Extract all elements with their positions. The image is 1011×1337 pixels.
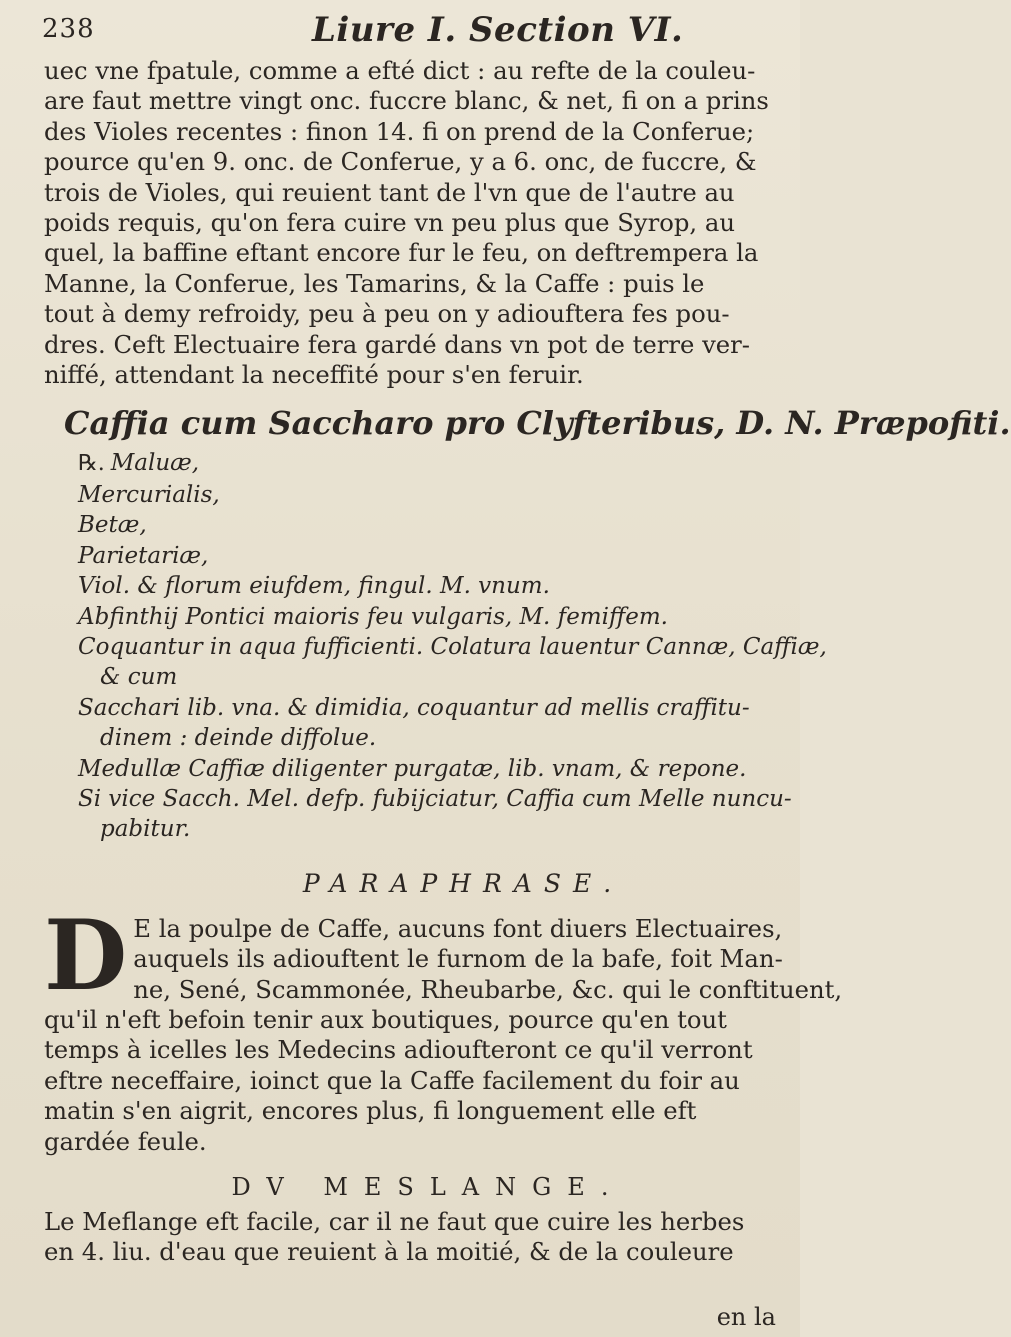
text-line: des Violes recentes : finon 14. fi on prend de la Conferue; xyxy=(44,116,755,146)
text-line: trois de Violes, qui reuient tant de l'vn que de l'autre au xyxy=(44,177,735,207)
text-line: Manne, la Conferue, les Tamarins, & la Caffe : puis le xyxy=(44,268,705,298)
text-line: gardée feule. xyxy=(44,1126,207,1156)
text-line: ne, Sené, Scammonée, Rheubarbe, &c. qui le conftituent, xyxy=(133,974,843,1004)
text-line: qu'il n'eft befoin tenir aux boutiques, pource qu'en tout xyxy=(44,1004,727,1034)
paraphrase-paragraph xyxy=(44,898,843,1157)
paraphrase-heading: PARAPHRASE. xyxy=(302,868,624,898)
recipe-line: pabitur. xyxy=(100,816,191,843)
recipe-line: Viol. & florum eiufdem, fingul. M. vnum. xyxy=(78,573,550,600)
text-line: are faut mettre vingt onc. fuccre blanc, & net, fi on a prins xyxy=(44,86,769,116)
page-header xyxy=(44,8,782,56)
recipe-line: Betæ, xyxy=(78,512,147,539)
drop-cap: D xyxy=(44,898,128,1012)
text-line: niffé, attendant la neceffité pour s'en feruir. xyxy=(44,360,584,390)
melange-heading: DV MESLANGE. xyxy=(231,1173,625,1201)
recipe-line: & cum xyxy=(100,664,178,691)
text-line: eftre neceffaire, ioinct que la Caffe facilement du foir au xyxy=(44,1065,740,1095)
text-line: tout à demy refroidy, peu à peu on y adiouftera fes pou- xyxy=(44,299,730,329)
recipe-line: Medullæ Caffiæ diligenter purgatæ, lib. vnam, & repone. xyxy=(78,755,747,782)
recipe-list xyxy=(44,448,827,844)
intro-paragraph xyxy=(44,56,782,390)
recipe-line: Si vice Sacch. Mel. defp. fubijciatur, Caffia cum Melle nuncu- xyxy=(78,785,792,812)
recipe-line-text: Maluæ, xyxy=(110,450,200,477)
recipe-line xyxy=(78,448,782,479)
text-line: matin s'en aigrit, encores plus, fi longuement elle eft xyxy=(44,1096,697,1126)
catchword: en la xyxy=(716,1303,776,1331)
text-line: Le Meflange eft facile, car il ne faut que cuire les herbes xyxy=(44,1207,745,1236)
running-head: Liure I. Section VI. xyxy=(312,10,684,50)
melange-paragraph xyxy=(44,1207,782,1268)
text-line: uec vne fpatule, comme a efté dict : au refte de la couleu- xyxy=(44,56,756,85)
recipe-title: Caffia cum Saccharo pro Clyfteribus, D. N. Præpofiti. xyxy=(64,404,1011,443)
recipe-line: dinem : deinde diffolue. xyxy=(100,725,377,752)
text-line: quel, la baffine eftant encore fur le feu, on deftrempera la xyxy=(44,238,759,268)
text-line: poids requis, qu'on fera cuire vn peu plus que Syrop, au xyxy=(44,208,736,238)
text-line: en 4. liu. d'eau que reuient à la moitié, & de la couleure xyxy=(44,1237,734,1267)
text-line: E la poulpe de Caffe, aucuns font diuers Electuaires, xyxy=(133,913,783,943)
recipe-line: Sacchari lib. vna. & dimidia, coquantur ad mellis craffitu- xyxy=(78,694,750,721)
text-line: temps à icelles les Medecins adioufteront ce qu'il verront xyxy=(44,1035,753,1065)
recipe-line: Parietariæ, xyxy=(78,542,209,569)
text-line: pource qu'en 9. onc. de Conferue, y a 6. onc, de fuccre, & xyxy=(44,147,757,177)
recipe-line: Coquantur in aqua fufficienti. Colatura lauentur Cannæ, Caffiæ, xyxy=(78,633,827,660)
text-line: dres. Ceft Electuaire fera gardé dans vn pot de terre ver- xyxy=(44,329,750,359)
recipe-line: Mercurialis, xyxy=(78,481,220,508)
recipe-line: Abfinthij Pontici maioris feu vulgaris, M. femiffem. xyxy=(78,603,668,630)
recipe-symbol: ℞. xyxy=(78,451,105,477)
text-line: auquels ils adiouftent le furnom de la bafe, foit Man- xyxy=(133,944,783,974)
page-number: 238 xyxy=(42,14,95,44)
